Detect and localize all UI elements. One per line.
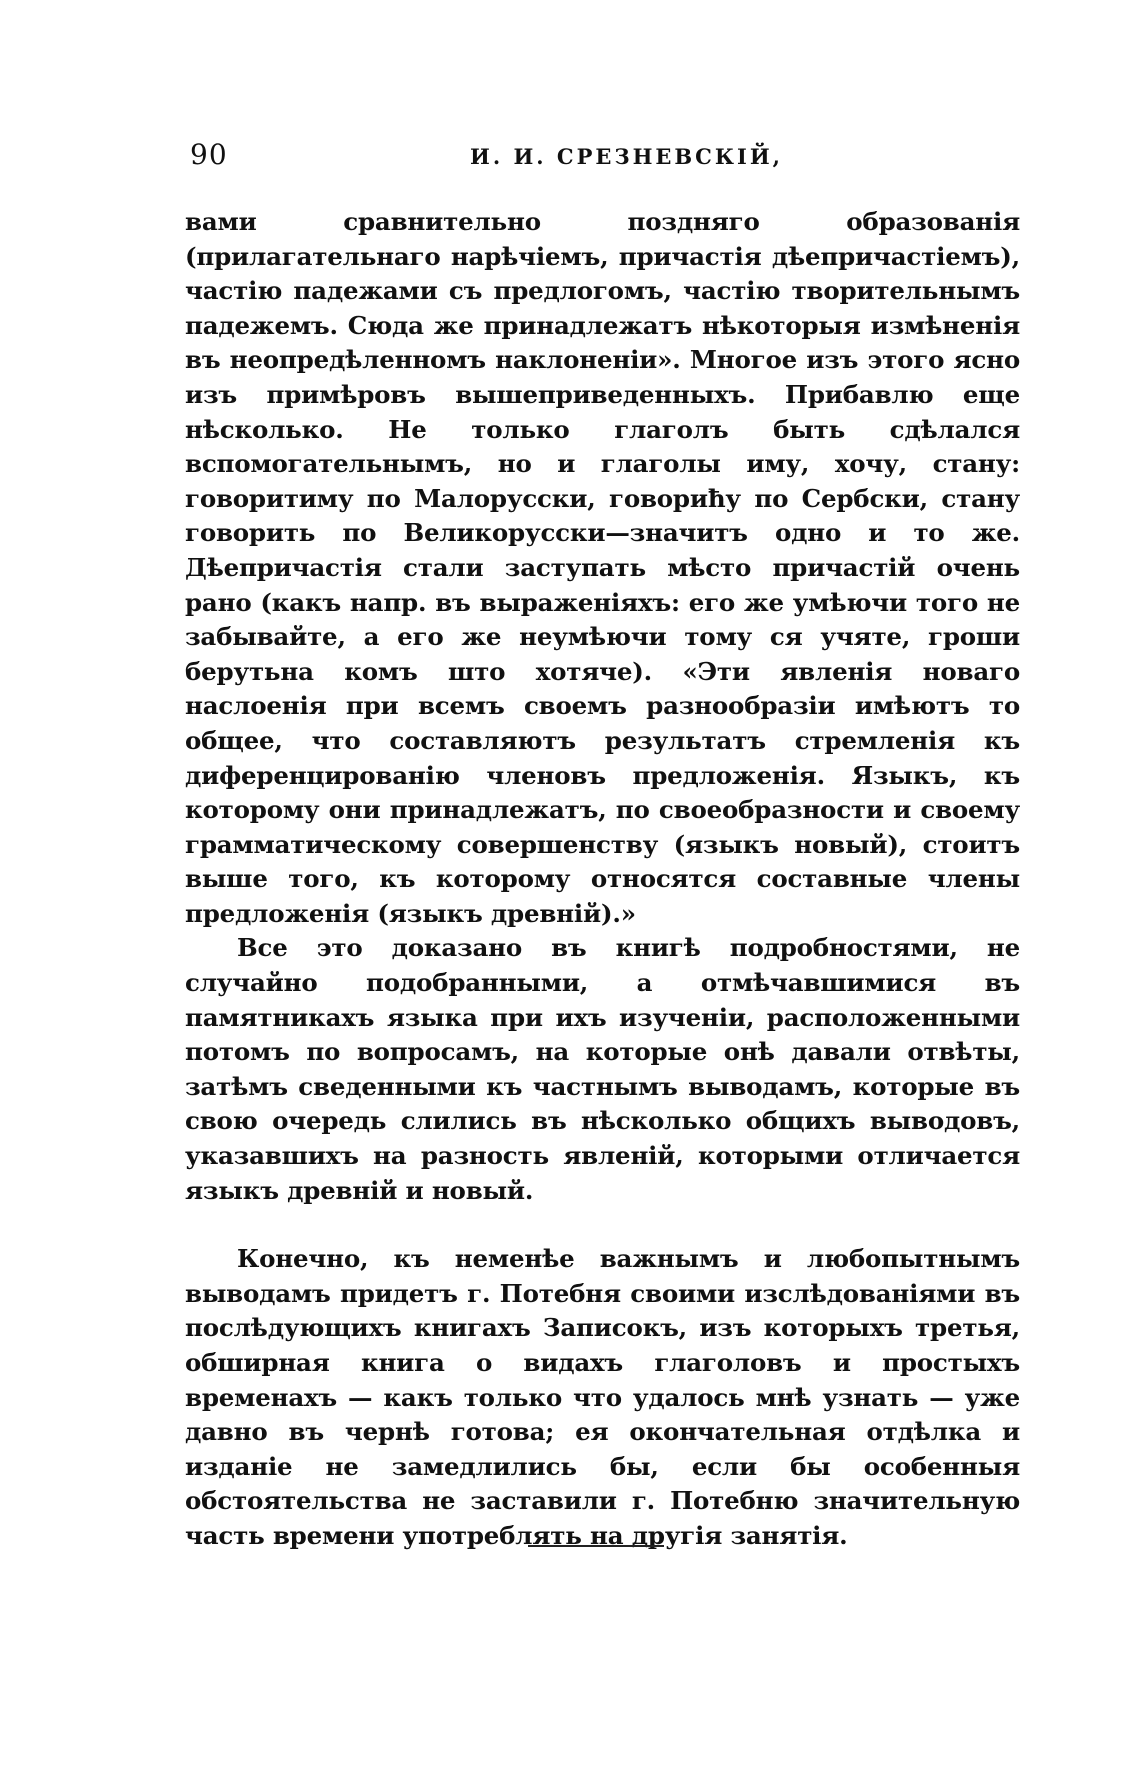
body-text	[185, 205, 1020, 1554]
running-head: И. И. СРЕЗНЕВСКІЙ,	[470, 144, 783, 169]
paragraph-conclusion: Конечно, къ неменѣе важнымъ и любопытнымъ выводамъ придетъ г. Потебня своими изслѣдованіями въ послѣдующихъ книгахъ Записокъ, изъ которыхъ третья, обширная книга о видахъ глаголовъ и простыхъ временахъ — какъ только что удалось мнѣ узнать — уже давно въ чернѣ готова; ея окончательная отдѣлка и изданіе не замедлились бы, если бы особенныя обстоятельства не заставили г. Потебню значительную часть времени употреблять на другія занятія.	[185, 1244, 1020, 1550]
page-header	[190, 138, 1020, 178]
page-number: 90	[190, 138, 228, 171]
paragraph-continuation: вами сравнительно поздняго образованія (прилагательнаго нарѣчіемъ, причастія дѣепричастіемъ), частію падежами съ предлогомъ, частію творительнымъ падежемъ. Сюда же принадлежатъ нѣкоторыя измѣненія въ неопредѣленномъ наклоненіи». Многое изъ этого ясно изъ примѣровъ вышеприведенныхъ. Прибавлю еще нѣсколько. Не только глаголъ быть сдѣлался вспомогательнымъ, но и глаголы иму, хочу, стану: говоритиму по Малорусски, говориħу по Сербски, стану говорить по Великорусски—значитъ одно и то же. Дѣепричастія стали заступать мѣсто причастій очень рано (какъ напр. въ выраженіяхъ: его же умѣючи того не забывайте, а его же неумѣючи тому ся учяте, гроши берутьна комъ што хотяче). «Эти явленія новаго наслоенія при всемъ своемъ разнообразіи имѣютъ то общее, что составляютъ результатъ стремленія къ диференцированію членовъ предложенія. Языкъ, къ которому они принадлежатъ, по своеобразности и своему грамматическому совершенству (языкъ новый), стоитъ выше того, къ которому относятся составные члены предложенія (языкъ древній).»	[185, 207, 1020, 928]
section-end-rule	[528, 1545, 664, 1547]
paragraph-summary: Все это доказано въ книгѣ подробностями, не случайно подобранными, а отмѣчавшимися въ памятникахъ языка при ихъ изученіи, расположенными потомъ по вопросамъ, на которые онѣ давали отвѣты, затѣмъ сведенными къ частнымъ выводамъ, которые въ свою очередь слились въ нѣсколько общихъ выводовъ, указавшихъ на разность явленій, которыми отличается языкъ древній и новый.	[185, 933, 1020, 1205]
